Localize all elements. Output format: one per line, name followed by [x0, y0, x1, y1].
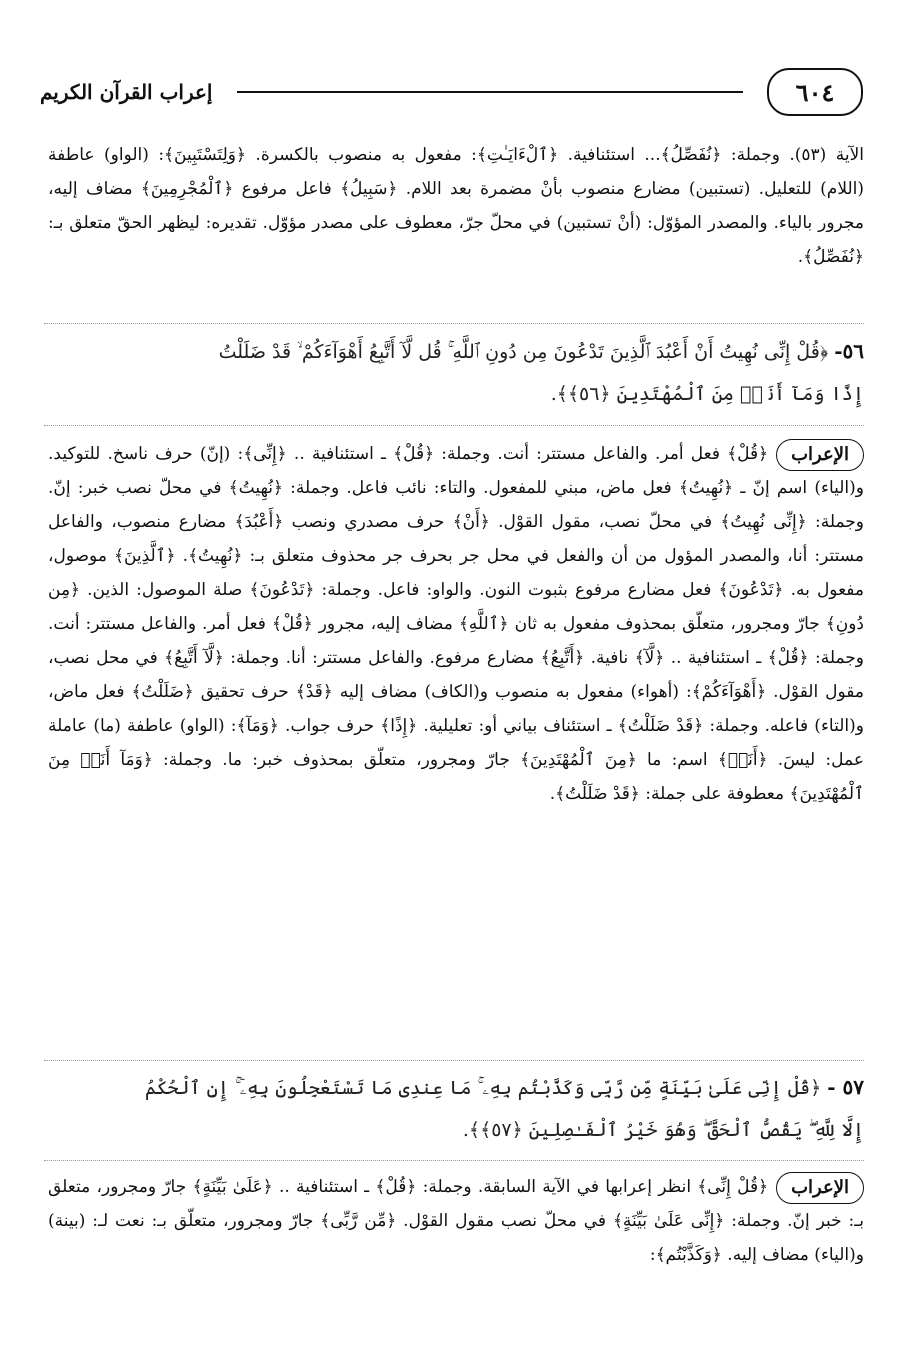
irab-text: ﴿قُلْ إِنِّى﴾ انظر إعرابها في الآية السابقة. وجملة: ﴿قُلْ﴾ ـ استئنافية .. ﴿عَلَىٰ بَيِّنَةٍ﴾ جارّ ومجرور، متعلق بـ: خبر إنّ. وجملة: ﴿إِنِّى عَلَىٰ بَيِّنَةٍ﴾ في محلّ نصب مقول القوْل. ﴿مِّن رَّبِّى﴾ جارّ ومجرور، متعلّق بـ: نعت لـ: (بينة) و(الياء) مضاف إليه. ﴿وَكَذَّبْتُم﴾: — [48, 1177, 864, 1265]
irab-text: ﴿قُلْ﴾ فعل أمر. والفاعل مستتر: أنت. وجملة: ﴿قُلْ﴾ ـ استئنافية .. ﴿إِنِّى﴾: (إنّ) حرف ناسخ. للتوكيد. و(الياء) اسم إنّ ـ ﴿نُهِيتُ﴾ فعل ماض، مبني للمفعول. والتاء: نائب فاعل. وجملة: ﴿نُهِيتُ﴾ في محلّ نصب خبر: إنّ. وجملة: ﴿إِنِّى نُهِيتُ﴾ في محلّ نصب، مقول القوْل. ﴿أَنْ﴾ حرف مصدري ونصب ﴿أَعْبُدَ﴾ مضارع منصوب، والفاعل مستتر: أنا، والمصدر المؤول من أن والفعل في محل جر بحرف جر محذوف متعلق بـ: ﴿نُهِيتُ﴾. ﴿ٱلَّذِينَ﴾ موصول، مفعول به. ﴿تَدْعُونَ﴾ فعل مضارع مرفوع بثبوت النون. والواو: فاعل. وجملة: ﴿تَدْعُونَ﴾ صلة الموصول: الذين. ﴿مِن دُونِ﴾ جارّ ومجرور، متعلّق بمحذوف مفعول به ثان ﴿ٱللَّهِ﴾ مضاف إليه، مجرور ﴿قُلْ﴾ فعل أمر. والفاعل مستتر: أنت. وجملة: ﴿قُلْ﴾ ـ استئنافية .. ﴿لَّآ﴾ نافية. ﴿أَتَّبِعُ﴾ مضارع مرفوع. والفاعل مستتر: أنا. وجملة: ﴿لَّآ أَتَّبِعُ﴾ في محل نصب، مقول القوْل. ﴿أَهْوَآءَكُمْ﴾: (أهواء) مفعول به منصوب و(الكاف) مضاف إليه ﴿قَدْ﴾ حرف تحقيق ﴿ضَلَلْتُ﴾ فعل ماض، و(التاء) فاعله. وجملة: ﴿قَدْ ضَلَلْتُ﴾ ـ استئناف بياني أو: تعليلية. ﴿إِذًا﴾ حرف جواب. ﴿وَمَآ﴾: (الواو) عاطفة (ما) عاملة عمل: ليسَ. ﴿أَنَا۠﴾ اسم: ما ﴿مِنَ ٱلْمُهْتَدِينَ﴾ جارّ ومجرور، متعلّق بمحذوف خبر: ما. وجملة: ﴿وَمَآ أَنَا۠ مِنَ ٱلْمُهْتَدِينَ﴾ معطوفة على جملة: ﴿قَدْ ضَلَلْتُ﴾. — [48, 444, 864, 804]
verse-56 — [48, 330, 864, 415]
divider — [44, 1160, 864, 1161]
page-header — [40, 68, 863, 116]
divider — [44, 1060, 864, 1061]
verse-text: إِذًا وَمَآ أَنَا۠ مِنَ ٱلْمُهْتَدِينَ ﴿٥٦﴾﴾. — [550, 383, 864, 405]
verse-57 — [48, 1066, 864, 1151]
page-number: ٦٠٤ — [767, 68, 863, 116]
irab-56-section — [48, 437, 864, 811]
irab-label: الإعراب — [776, 1172, 864, 1204]
verse-text: ﴿قُلْ إِنِّى عَلَىٰ بَيِّنَةٍ مِّن رَّبِّى وَكَذَّبْتُم بِهِۦ ۚ مَا عِندِى مَا تَسْتَعْجِلُونَ بِهِۦٓ ۚ إِنِ ٱلْحُكْمُ — [144, 1077, 822, 1099]
book-title: إعراب القرآن الكريم — [40, 80, 213, 104]
irab-label: الإعراب — [776, 439, 864, 471]
verse-text: إِلَّا لِلَّهِ ۖ يَقُصُّ ٱلْحَقَّ ۖ وَهُوَ خَيْرُ ٱلْفَـٰصِلِينَ ﴿٥٧﴾﴾. — [462, 1119, 864, 1141]
irab-paragraph — [48, 437, 864, 811]
verse-line — [48, 373, 864, 415]
verse-number: ٥٧ - — [827, 1075, 864, 1099]
irab-57-section — [48, 1170, 864, 1272]
verse-text: ﴿قُلْ إِنِّى نُهِيتُ أَنْ أَعْبُدَ ٱلَّذِينَ تَدْعُونَ مِن دُونِ ٱللَّهِ ۚ قُل لَّآ أَتَّبِعُ أَهْوَآءَكُمْ ۙ قَدْ ضَلَلْتُ — [218, 341, 829, 363]
intro-section — [48, 138, 864, 274]
divider — [44, 425, 864, 426]
irab-paragraph — [48, 1170, 864, 1272]
header-rule — [237, 91, 744, 93]
verse-line — [48, 1109, 864, 1151]
verse-line — [48, 330, 864, 373]
verse-line — [48, 1066, 864, 1109]
intro-paragraph: الآية (٥٣). وجملة: ﴿نُفَصِّلُ﴾... استئنافية. ﴿ٱلْءَايَـٰتِ﴾: مفعول به منصوب بالكسرة. ﴿وَلِتَسْتَبِينَ﴾: (الواو) عاطفة (اللام) للتعليل. (تستبين) مضارع منصوب بأنْ مضمرة بعد اللام. ﴿سَبِيلُ﴾ فاعل مرفوع ﴿ٱلْمُجْرِمِينَ﴾ مضاف إليه، مجرور بالياء. والمصدر المؤوّل: (أنْ تستبين) في محلّ جرّ، معطوف على مصدر مؤوّل. تقديره: ليظهر الحقّ متعلق بـ: ﴿نُفَصِّلُ﴾. — [48, 145, 864, 267]
divider — [44, 323, 864, 324]
verse-number: ٥٦- — [834, 339, 864, 363]
